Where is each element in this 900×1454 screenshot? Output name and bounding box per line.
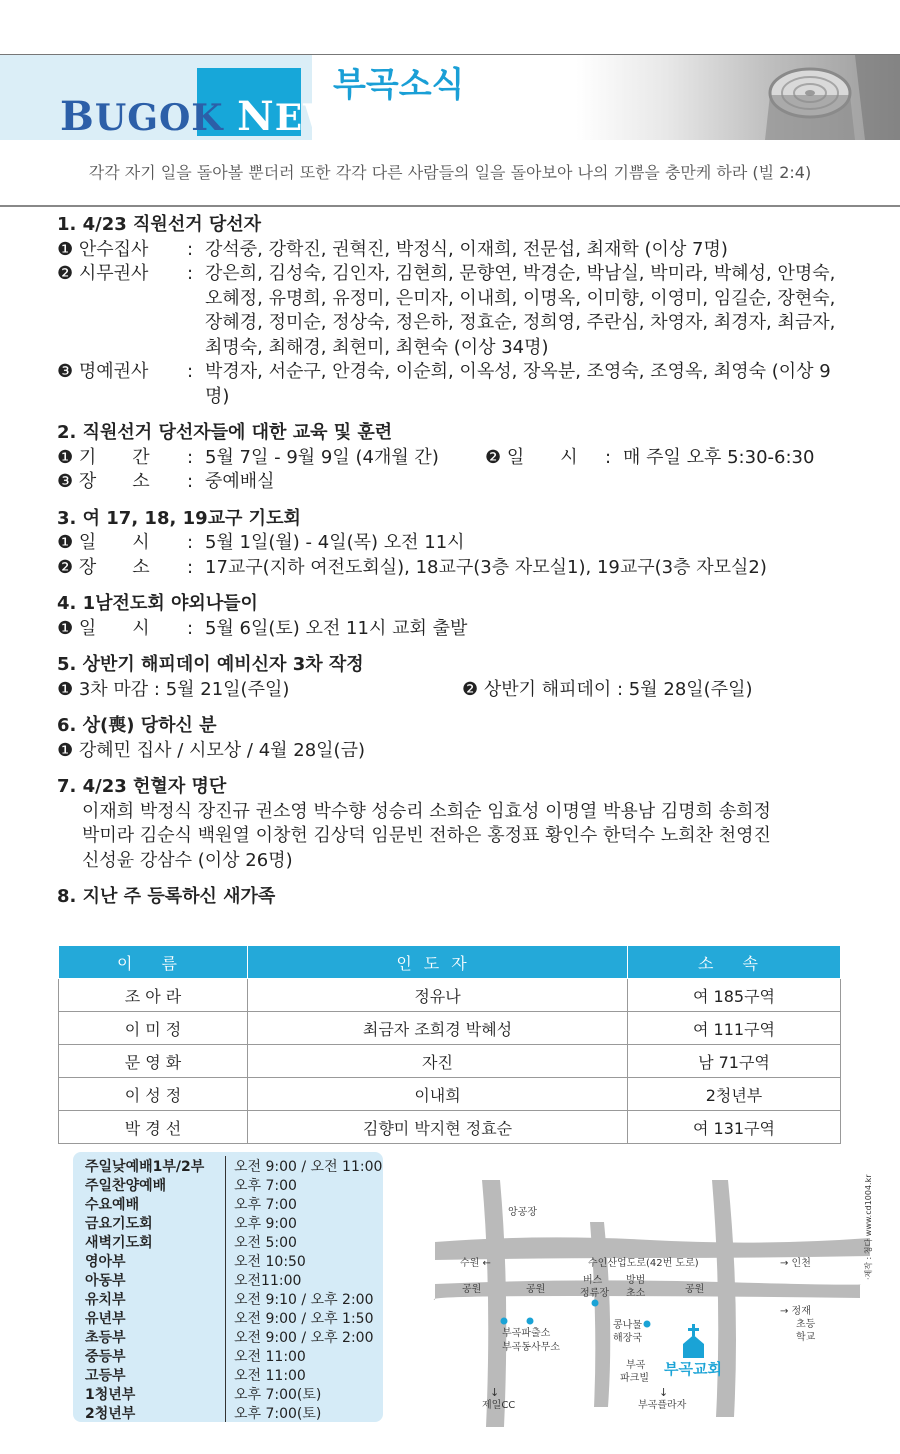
list-item: [57, 262, 847, 360]
colon: :: [187, 361, 194, 382]
bible-verse: 각각 자기 일을 돌아볼 뿐더러 또한 각각 다른 사람들의 일을 돌아보아 나의 기쁨을 충만케 하라 (빌 2:4): [88, 163, 812, 182]
service-time: 오후 9:00: [234, 1215, 297, 1232]
map-label-police: 부곡파출소: [502, 1328, 551, 1339]
schedule-row: [73, 1384, 383, 1403]
table-cell: 문 영 화: [59, 1045, 248, 1078]
map-label-crime: 방범: [626, 1275, 646, 1286]
office-marker: [527, 1318, 534, 1325]
section-title: 3. 여 17, 18, 19교구 기도회: [57, 507, 301, 529]
church-icon: [683, 1324, 704, 1358]
column-header-guide: 인도자: [248, 946, 628, 979]
section-title: 6. 상(喪) 당하신 분: [57, 715, 217, 736]
news-content: [57, 213, 847, 922]
item-label: ❶ 일 시: [57, 532, 150, 553]
divider: [225, 1346, 226, 1365]
new-family-table: [58, 945, 841, 1144]
map-label-jeil: 제일CC: [482, 1400, 516, 1411]
table-row: [59, 1012, 841, 1045]
table-cell: 이내희: [248, 1078, 628, 1111]
section-1: [57, 213, 847, 409]
column-header-group: 소 속: [628, 946, 841, 979]
list-item: [57, 617, 847, 642]
map-label-office: 부곡동사무소: [502, 1342, 560, 1353]
divider: [225, 1327, 226, 1346]
road-right: [712, 1180, 736, 1417]
map-label-bus: 버스: [583, 1275, 603, 1286]
service-time: 오후 7:00: [234, 1177, 297, 1194]
logo-letter-n: N: [237, 93, 275, 140]
donor-line: 이재희 박정식 장진규 권소영 박수향 성승리 소희순 임효성 이명열 박용남 김명희 송희정: [82, 800, 771, 822]
service-name: 새벽기도회: [85, 1234, 153, 1251]
colon: :: [187, 446, 194, 468]
service-time: 오전 9:00 / 오전 11:00: [234, 1158, 383, 1175]
table-cell: 여 111구역: [628, 1012, 841, 1045]
section-title: 2. 직원선거 당선자들에 대한 교육 및 훈련: [57, 422, 393, 443]
service-time: 오전11:00: [234, 1272, 302, 1289]
service-name: 초등부: [85, 1329, 126, 1346]
schedule-row: [73, 1403, 383, 1422]
divider: [225, 1384, 226, 1403]
service-time: 오전 5:00: [234, 1234, 297, 1251]
schedule-row: [73, 1270, 383, 1289]
divider: [225, 1251, 226, 1270]
item-value: 강은희, 김성숙, 김인자, 김현희, 문향연, 박경순, 박남실, 박미라, 박혜성, 안명숙, 오혜정, 유명희, 유정미, 은미자, 이내희, 이명옥, 이미향, 이영미, 임길순, 장현숙, 장혜경, 정미순, 정상숙, 정은하, 정효순, 정희영, 주란심, 차영자, 최경자, 최금자, 최명숙, 최해경, 최현미, 최현숙 (이상 34명): [205, 263, 836, 358]
table-cell: 여 131구역: [628, 1111, 841, 1144]
logo-text: [60, 93, 372, 140]
map-label-anggongjang: 앙공장: [508, 1207, 537, 1218]
map-label-suwon: 수원 ←: [460, 1258, 491, 1269]
table-cell: 정유나: [248, 979, 628, 1012]
service-time: 오전 10:50: [234, 1253, 306, 1270]
map-label-parkville: 부곡: [626, 1360, 646, 1371]
table-cell: 최금자 조희경 박혜성: [248, 1012, 628, 1045]
schedule-row: [73, 1289, 383, 1308]
schedule-row: [73, 1213, 383, 1232]
section-title: 1. 4/23 직원선거 당선자: [57, 214, 262, 235]
item-value: 17교구(지하 여전도회실), 18교구(3층 자모실1), 19교구(3층 자모실2): [205, 556, 767, 578]
item-label: ❶ 안수집사: [57, 238, 149, 260]
table-cell: 2청년부: [628, 1078, 841, 1111]
schedule-row: [73, 1156, 383, 1175]
section-6: [57, 714, 847, 763]
page-title: 부곡소식: [333, 65, 465, 105]
section-3: [57, 507, 847, 581]
service-time: 오전 9:00 / 오후 1:50: [234, 1310, 374, 1327]
map-label-park: 공원: [685, 1284, 705, 1295]
service-name: 주일찬양예배: [85, 1177, 167, 1194]
section-title: 7. 4/23 헌혈자 명단: [57, 776, 227, 797]
service-name: 주일낮예배1부/2부: [85, 1158, 205, 1175]
list-item: [57, 470, 847, 495]
section-8: [57, 885, 847, 910]
map-label-incheon: → 인천: [780, 1258, 811, 1269]
tree-stump-image: [735, 55, 900, 140]
item-value: 5월 6일(토) 오전 11시 교회 출발: [205, 617, 468, 639]
service-time: 오전 11:00: [234, 1367, 306, 1384]
list-item: [57, 360, 847, 409]
section-title: 4. 1남전도회 야외나들이: [57, 593, 258, 614]
item-label: ❸ 명예권사: [57, 361, 149, 382]
schedule-row: [73, 1327, 383, 1346]
table-cell: 박 경 선: [59, 1111, 248, 1144]
schedule-row: [73, 1365, 383, 1384]
section-7: [57, 775, 847, 873]
service-name: 영아부: [85, 1253, 126, 1270]
divider: [225, 1403, 226, 1422]
down-arrow: ↓: [659, 1386, 669, 1399]
item-label: ❷ 시무권사: [57, 263, 149, 284]
item-value: 중예배실: [205, 471, 275, 492]
table-cell: 김향미 박지현 정효순: [248, 1111, 628, 1144]
map-label-park: 공원: [526, 1284, 546, 1295]
schedule-row: [73, 1346, 383, 1365]
table-row: [59, 1111, 841, 1144]
divider: [225, 1289, 226, 1308]
credit-text: ·제작 : 청다 www.cd1004.kr: [864, 1174, 873, 1280]
section-5: [57, 653, 847, 702]
donor-line: 박미라 김순식 백원열 이창헌 김상덕 임문빈 전하은 홍정표 황인수 한덕수 노희찬 천영진: [82, 825, 771, 846]
map-label-school: 학교: [796, 1332, 816, 1343]
divider: [225, 1365, 226, 1384]
logo-letter-b: B: [60, 93, 95, 140]
table-row: [59, 1045, 841, 1078]
bus-stop-marker: [592, 1300, 599, 1307]
map-label-stop: 정류장: [580, 1288, 609, 1299]
item-value: ❷ 상반기 해피데이 : 5월 28일(주일): [462, 678, 753, 700]
list-item: [57, 678, 847, 703]
divider: [225, 1213, 226, 1232]
schedule-row: [73, 1308, 383, 1327]
colon: :: [187, 532, 194, 553]
down-arrow: ↓: [490, 1386, 500, 1399]
section-2: [57, 421, 847, 495]
section-title: 5. 상반기 해피데이 예비신자 3차 작정: [57, 654, 364, 675]
service-name: 중등부: [85, 1348, 126, 1365]
service-time: 오전 9:10 / 오후 2:00: [234, 1291, 374, 1308]
divider: [225, 1270, 226, 1289]
service-time: 오전 9:00 / 오후 2:00: [234, 1329, 374, 1346]
column-header-name: 이 름: [59, 946, 248, 979]
colon: :: [187, 471, 194, 492]
colon: :: [187, 617, 194, 639]
table-header-row: [59, 946, 841, 979]
item-label: ❶ 일 시: [57, 617, 150, 639]
table-cell: 이 미 정: [59, 1012, 248, 1045]
item-value: ❶ 3차 마감 : 5월 21일(주일): [57, 678, 290, 700]
table-cell: 자진: [248, 1045, 628, 1078]
list-item: [57, 446, 847, 471]
item-label: ❷ 장 소: [57, 556, 150, 578]
item-value: 5월 1일(월) - 4일(목) 오전 11시: [205, 532, 465, 553]
map-label-park: 공원: [462, 1284, 482, 1295]
item-value: 강석중, 강학진, 권혁진, 박정식, 이재희, 전문섭, 최재학 (이상 7명): [205, 238, 728, 260]
table-cell: 조 아 라: [59, 979, 248, 1012]
table-row: [59, 979, 841, 1012]
section-4: [57, 592, 847, 641]
list-item: [57, 238, 847, 263]
divider: [225, 1194, 226, 1213]
item-value: 박경자, 서순구, 안경숙, 이순희, 이옥성, 장옥분, 조영숙, 조영옥, 최영숙 (이상 9명): [205, 361, 831, 407]
page-header: [0, 55, 900, 140]
worship-schedule: [73, 1152, 383, 1422]
service-name: 2청년부: [85, 1405, 136, 1422]
service-time: 오후 7:00(토): [234, 1405, 322, 1422]
map-label-plaza: 부곡플라자: [638, 1400, 687, 1411]
church-location-map: [420, 1172, 870, 1427]
donor-line: 신성윤 강삼수 (이상 26명): [82, 849, 293, 871]
service-time: 오후 7:00: [234, 1196, 297, 1213]
service-name: 수요예배: [85, 1196, 140, 1213]
schedule-row: [73, 1175, 383, 1194]
service-name: 1청년부: [85, 1386, 136, 1403]
map-label-church: 부곡교회: [664, 1360, 722, 1378]
item-value: 5월 7일 - 9월 9일 (4개월 간): [205, 446, 439, 468]
service-name: 유치부: [85, 1291, 126, 1308]
police-marker: [501, 1318, 508, 1325]
divider: [225, 1156, 226, 1175]
divider: [225, 1175, 226, 1194]
service-time: 오전 11:00: [234, 1348, 306, 1365]
schedule-row: [73, 1251, 383, 1270]
map-label-road: 수인산업도로(42번 도로): [588, 1258, 699, 1269]
map-label-crime: 초소: [626, 1288, 646, 1299]
schedule-row: [73, 1194, 383, 1213]
map-label-school: 초등: [796, 1319, 816, 1330]
colon: :: [605, 446, 612, 468]
schedule-row: [73, 1232, 383, 1251]
service-name: 금요기도회: [85, 1215, 153, 1232]
colon: :: [187, 238, 194, 260]
map-label-parkville: 파크빌: [620, 1373, 649, 1384]
logo-ews: EWS: [274, 97, 372, 139]
map-label-school: → 정재: [780, 1306, 811, 1317]
list-item: [57, 556, 847, 581]
colon: :: [187, 556, 194, 578]
item-label: ❷ 일 시: [485, 446, 578, 468]
table-row: [59, 1078, 841, 1111]
table-cell: 여 185구역: [628, 979, 841, 1012]
colon: :: [187, 263, 194, 284]
map-label-bean: 해장국: [613, 1333, 642, 1344]
divider: [225, 1232, 226, 1251]
table-cell: 남 71구역: [628, 1045, 841, 1078]
service-name: 고등부: [85, 1367, 126, 1384]
service-name: 유년부: [85, 1310, 126, 1327]
table-cell: 이 성 정: [59, 1078, 248, 1111]
item-value: ❶ 강혜민 집사 / 시모상 / 4월 28일(금): [57, 739, 365, 761]
item-label: ❶ 기 간: [57, 446, 150, 468]
section-title: 8. 지난 주 등록하신 새가족: [57, 886, 276, 907]
restaurant-marker: [644, 1321, 651, 1328]
item-label: ❸ 장 소: [57, 471, 150, 492]
divider: [225, 1308, 226, 1327]
service-name: 아동부: [85, 1272, 126, 1289]
map-label-bean: 콩나물: [613, 1320, 642, 1331]
item-value: 매 주일 오후 5:30-6:30: [623, 446, 815, 468]
service-time: 오후 7:00(토): [234, 1386, 322, 1403]
logo-ugok: UGOK: [94, 97, 238, 139]
divider: [0, 205, 900, 207]
list-item: [57, 531, 847, 556]
